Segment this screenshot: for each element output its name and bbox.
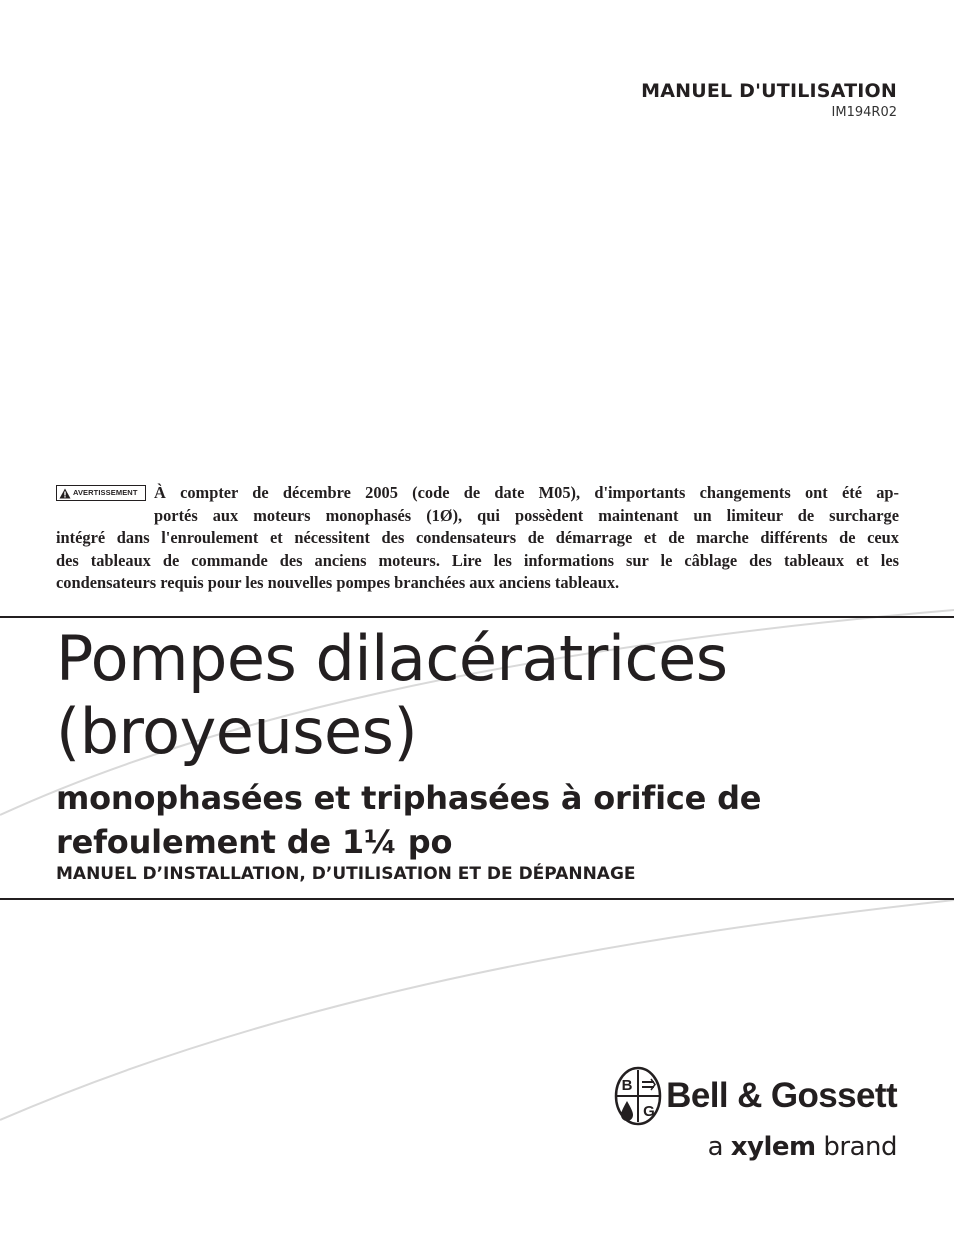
manual-type-title: MANUEL D'UTILISATION — [641, 80, 897, 102]
logo-letter-b: B — [621, 1077, 633, 1094]
document-subtitle — [56, 776, 761, 864]
warning-text-line: intégré dans l'enroulement et nécessitent des condensateurs de démarrage et de marche différents de ceux — [56, 528, 899, 547]
brand-tagline — [614, 1132, 897, 1162]
logo-letter-g: G — [643, 1103, 656, 1120]
warning-text-line: À compter de décembre 2005 (code de date M05), d'importants changements ont été ap- — [154, 483, 899, 502]
document-code: IM194R02 — [831, 105, 897, 120]
tagline-suffix: brand — [823, 1132, 897, 1162]
tagline-prefix: a — [707, 1132, 723, 1162]
subtitle-line: refoulement de 1¼ po — [56, 823, 453, 861]
warning-badge-label: AVERTISSEMENT — [73, 487, 138, 497]
top-divider — [0, 616, 954, 618]
brand-name: Bell & Gossett — [666, 1076, 897, 1115]
bottom-divider — [0, 898, 954, 900]
bell-gossett-logo-icon — [614, 1066, 662, 1126]
document-header — [641, 80, 897, 120]
warning-notice — [56, 482, 899, 595]
document-title — [56, 622, 728, 768]
warning-text-line: portés aux moteurs monophasés (1Ø), qui possèdent maintenant un limiteur de surcharge — [154, 505, 899, 525]
manual-scope-caption: MANUEL D’INSTALLATION, D’UTILISATION ET DE DÉPANNAGE — [56, 864, 636, 884]
title-line: (broyeuses) — [56, 695, 418, 768]
warning-text-line: des tableaux de commande des anciens moteurs. Lire les informations sur le câblage des tableaux et les — [56, 550, 899, 570]
warning-badge — [56, 485, 146, 501]
brand-logo — [614, 1066, 897, 1162]
warning-text-line: condensateurs requis pour les nouvelles pompes branchées aux anciens tableaux. — [56, 573, 620, 592]
warning-triangle-icon — [59, 488, 71, 499]
subtitle-line: monophasées et triphasées à orifice de — [56, 779, 762, 817]
title-line: Pompes dilacératrices — [56, 622, 728, 695]
xylem-wordmark: xylem — [730, 1132, 816, 1162]
